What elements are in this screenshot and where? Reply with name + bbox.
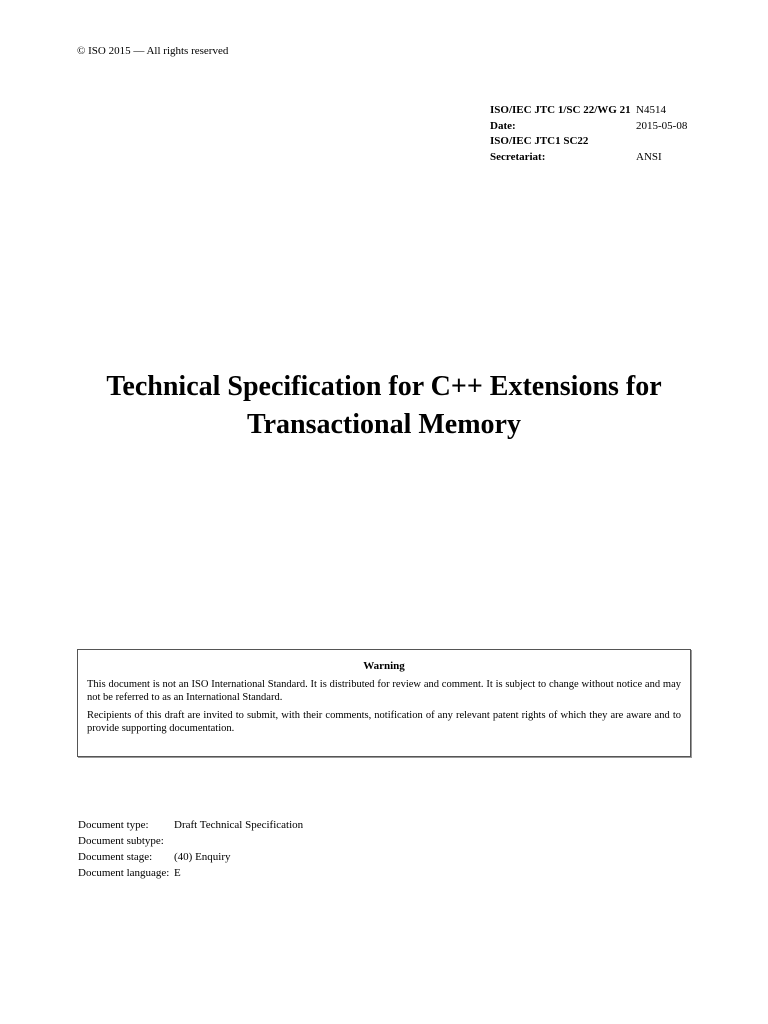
document-title-line-1: Technical Specification for C++ Extensions for bbox=[106, 371, 662, 402]
ref-document-number: N4514 bbox=[636, 104, 666, 116]
ref-committee-label: ISO/IEC JTC 1/SC 22/WG 21 bbox=[490, 104, 631, 116]
doc-language-label: Document language: bbox=[78, 867, 170, 879]
ref-row-secretariat bbox=[490, 150, 730, 166]
doc-type-label: Document type: bbox=[78, 819, 149, 831]
doc-stage-value: (40) Enquiry bbox=[174, 851, 231, 863]
ref-row-subcommittee bbox=[490, 134, 730, 150]
doc-type-value: Draft Technical Specification bbox=[174, 819, 304, 831]
ref-secretariat-label: Secretariat: bbox=[490, 150, 546, 163]
warning-paragraph-1: This document is not an ISO International Standard. It is distributed for review and comment. It is subject to change without notice and may not be referred to as an International Standard. bbox=[87, 678, 681, 703]
doc-language-value: E bbox=[174, 867, 181, 879]
doc-subtype-label: Document subtype: bbox=[78, 835, 164, 847]
ref-subcommittee-label: ISO/IEC JTC1 SC22 bbox=[490, 135, 589, 147]
ref-date-value: 2015-05-08 bbox=[636, 119, 688, 132]
warning-heading: Warning bbox=[363, 660, 405, 672]
copyright-notice: © ISO 2015 — All rights reserved bbox=[77, 45, 229, 57]
ref-date-label: Date: bbox=[490, 119, 516, 132]
ref-row-date bbox=[490, 119, 730, 135]
reference-block bbox=[490, 103, 730, 165]
warning-box bbox=[77, 649, 691, 757]
ref-secretariat-value: ANSI bbox=[636, 150, 662, 163]
document-title bbox=[60, 368, 708, 444]
doc-stage-label: Document stage: bbox=[78, 851, 153, 863]
document-title-line-2: Transactional Memory bbox=[247, 409, 521, 440]
ref-row-committee bbox=[490, 103, 730, 119]
warning-paragraph-2: Recipients of this draft are invited to submit, with their comments, notification of any relevant patent rights of which they are aware and to provide supporting documentation. bbox=[87, 709, 681, 734]
